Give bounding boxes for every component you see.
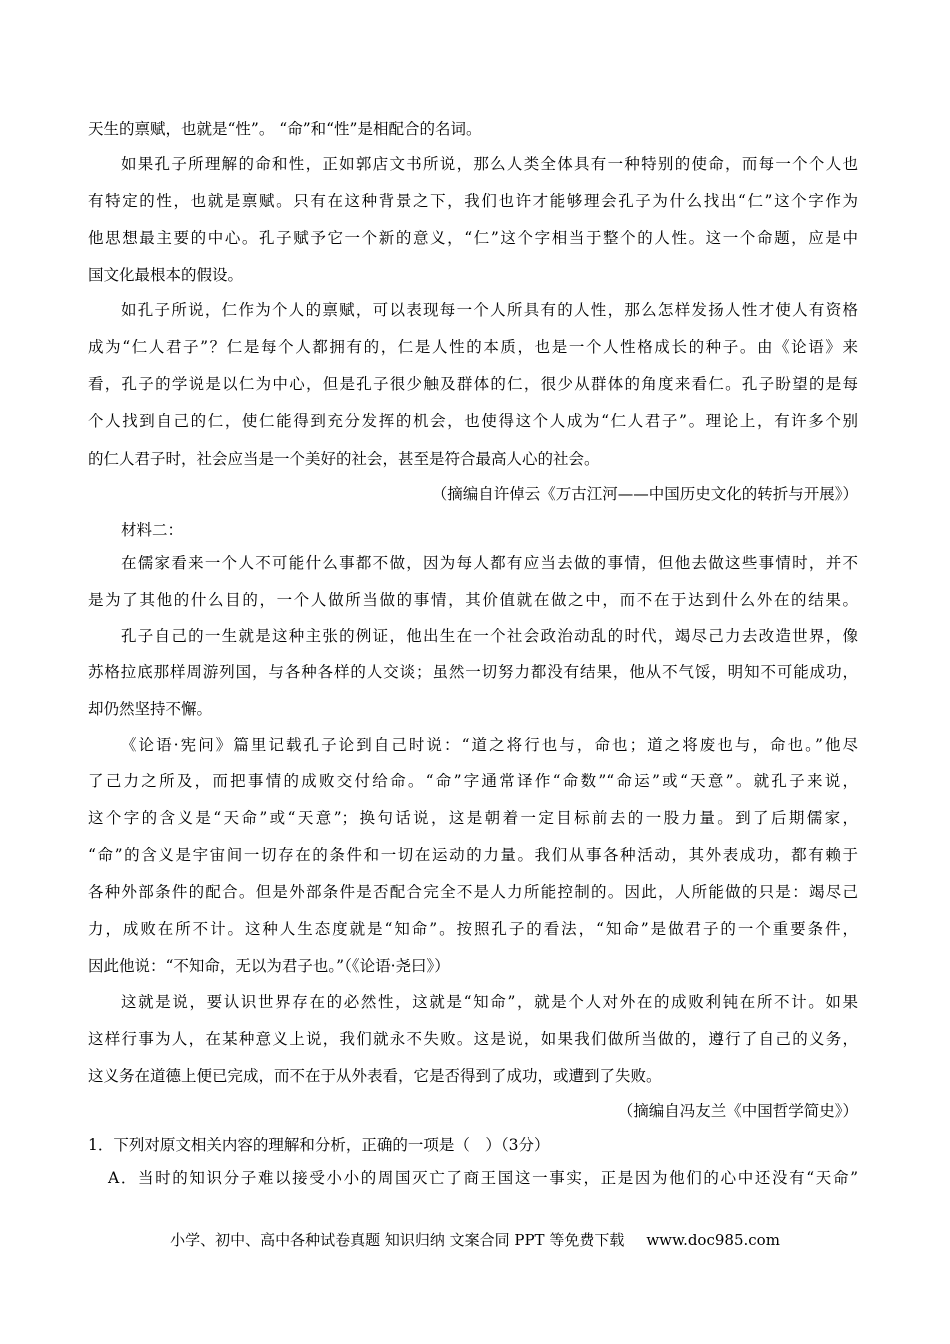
- text-line: 个人找到自己的仁，使仁能得到充分发挥的机会，也使得这个人成为“仁人君子”。理论上，有许多个别: [88, 412, 858, 430]
- text-line: 他思想最主要的中心。孔子赋予它一个新的意义，“仁”这个字相当于整个的人性。这一个命题，应是中: [88, 229, 858, 247]
- text-line: 是为了其他的什么目的，一个人做所当做的事情，其价值就在做之中，而不在于达到什么外在的结果。: [88, 591, 858, 609]
- source-citation: （摘编自许倬云《万古江河——中国历史文化的转折与开展》）: [431, 485, 858, 503]
- text-line: “命”的含义是宇宙间一切存在的条件和一切在运动的力量。我们从事各种活动，其外表成功，都有赖于: [88, 846, 858, 864]
- footer-url[interactable]: www.doc985.com: [646, 1231, 780, 1249]
- question-stem: 1．下列对原文相关内容的理解和分析，正确的一项是（ ）（3分）: [88, 1136, 550, 1154]
- text-line: 力，成败在所不计。这种人生态度就是“知命”。按照孔子的看法，“知命”是做君子的一个重要条件，: [88, 920, 858, 938]
- text-line: 这就是说，要认识世界存在的必然性，这就是“知命”，就是个人对外在的成败利钝在所不计。如果: [121, 993, 858, 1011]
- page-footer: [0, 1229, 950, 1251]
- text-line: 如孔子所说，仁作为个人的禀赋，可以表现每一个人所具有的人性，那么怎样发扬人性才使人有资格: [121, 301, 858, 319]
- text-line: 这义务在道德上便已完成，而不在于从外表看，它是否得到了成功，或遭到了失败。: [88, 1067, 662, 1085]
- text-line: 《论语·宪问》篇里记载孔子论到自己时说：“道之将行也与，命也；道之将废也与，命也。”他尽: [121, 736, 858, 754]
- text-line: 的仁人君子时，社会应当是一个美好的社会，甚至是符合最高人心的社会。: [88, 450, 600, 468]
- text-line: 却仍然坚持不懈。: [88, 700, 213, 718]
- text-line: 各种外部条件的配合。但是外部条件是否配合完全不是人力所能控制的。因此，人所能做的只是：竭尽己: [88, 883, 858, 901]
- text-line: 这样行事为人，在某种意义上说，我们就永不失败。这是说，如果我们做所当做的，遵行了自己的义务，: [88, 1030, 858, 1048]
- text-line: 这个字的含义是“天命”或“天意”；换句话说，这是朝着一定目标前去的一股力量。到了后期儒家，: [88, 809, 858, 827]
- text-line: 因此他说：“不知命，无以为君子也。”（《论语·尧曰》）: [88, 957, 450, 975]
- text-line: 苏格拉底那样周游列国，与各种各样的人交谈；虽然一切努力都没有结果，他从不气馁，明知不可能成功，: [88, 663, 858, 681]
- text-line: 成为“仁人君子”？仁是每个人都拥有的，仁是人性的本质，也是一个人性格成长的种子。由《论语》来: [88, 338, 858, 356]
- source-citation: （摘编自冯友兰《中国哲学简史》）: [617, 1102, 858, 1120]
- text-line: 看，孔子的学说是以仁为中心，但是孔子很少触及群体的仁，很少从群体的角度来看仁。孔子盼望的是每: [88, 375, 858, 393]
- text-line: 有特定的性，也就是禀赋。只有在这种背景之下，我们也许才能够理会孔子为什么找出“仁”这个字作为: [88, 192, 858, 210]
- text-line: 了己力之所及，而把事情的成败交付给命。“命”字通常译作“命数”“命运”或“天意”。就孔子来说，: [88, 772, 858, 790]
- answer-option-a: A．当时的知识分子难以接受小小的周国灭亡了商王国这一事实，正是因为他们的心中还没有“天命”: [108, 1169, 858, 1187]
- text-line: 国文化最根本的假设。: [88, 266, 244, 284]
- text-line: 天生的禀赋，也就是“性”。 “命”和“性”是相配合的名词。: [88, 120, 482, 138]
- text-line: 如果孔子所理解的命和性，正如郭店文书所说，那么人类全体具有一种特别的使命，而每一个个人也: [121, 155, 858, 173]
- footer-text: 小学、初中、高中各种试卷真题 知识归纳 文案合同 PPT 等免费下载: [170, 1231, 625, 1249]
- text-line: 孔子自己的一生就是这种主张的例证，他出生在一个社会政治动乱的时代，竭尽己力去改造世界，像: [121, 627, 858, 645]
- section-heading: 材料二：: [121, 521, 184, 539]
- text-line: 在儒家看来一个人不可能什么事都不做，因为每人都有应当去做的事情，但他去做这些事情时，并不: [121, 554, 858, 572]
